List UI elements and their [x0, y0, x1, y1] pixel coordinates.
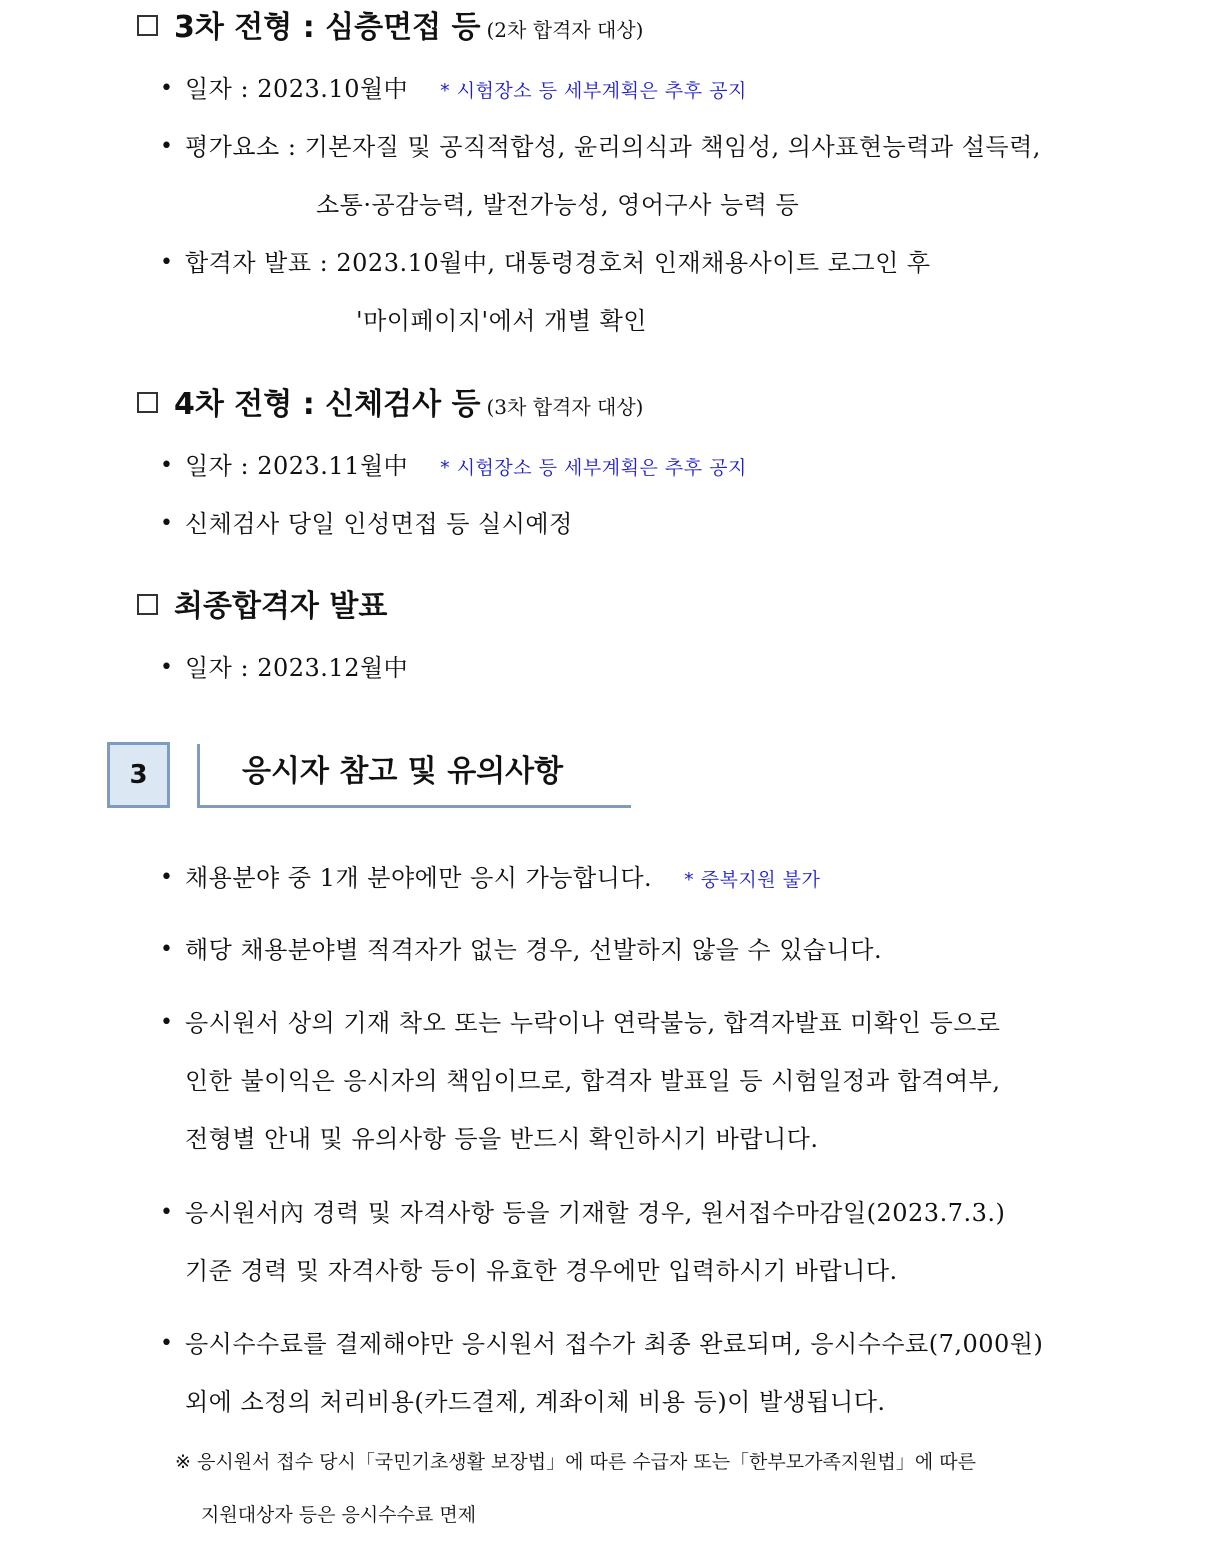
- list-item-stage4-physical: [160, 507, 573, 541]
- list-item-stage3-result: [160, 246, 931, 280]
- note-text: * 시험장소 등 세부계획은 추후 공지: [440, 80, 747, 102]
- item-text: 채용분야 중 1개 분야에만 응시 가능합니다.: [185, 864, 653, 892]
- item-text: 해당 채용분야별 적격자가 없는 경우, 선발하지 않을 수 있습니다.: [185, 936, 883, 964]
- section-subtitle: (3차 합격자 대상): [486, 395, 644, 419]
- item-continuation: 인한 불이익은 응시자의 책임이므로, 합격자 발표일 등 시험일정과 합격여부,: [185, 1067, 1001, 1095]
- item-text: 응시수수료를 결제해야만 응시원서 접수가 최종 완료되며, 응시수수료(7,000원): [185, 1330, 1044, 1358]
- checkbox-square-icon: [137, 15, 158, 36]
- section-heading-stage4: [137, 385, 643, 427]
- bullet-icon: •: [160, 1331, 174, 1356]
- item-continuation: 외에 소정의 처리비용(카드결제, 계좌이체 비용 등)이 발생됩니다.: [185, 1388, 886, 1416]
- bullet-icon: •: [160, 937, 174, 962]
- bullet-icon: •: [160, 76, 174, 101]
- part-number-badge: 3: [107, 742, 170, 808]
- note-text: * 시험장소 등 세부계획은 추후 공지: [440, 457, 747, 479]
- item-text: 합격자 발표 : 2023.10월中, 대통령경호처 인재채용사이트 로그인 후: [185, 249, 931, 277]
- list-item-note1: [160, 861, 821, 897]
- item-text: 일자 : 2023.12월中: [185, 654, 409, 682]
- bullet-icon: •: [160, 1200, 174, 1225]
- footnote-continuation: 지원대상자 등은 응시수수료 면제: [201, 1504, 477, 1526]
- item-text: 신체검사 당일 인성면접 등 실시예정: [185, 510, 573, 538]
- bullet-icon: •: [160, 865, 174, 890]
- checkbox-square-icon: [137, 594, 158, 615]
- item-text: 평가요소 : 기본자질 및 공직적합성, 윤리의식과 책임성, 의사표현능력과 설득력,: [185, 133, 1041, 161]
- item-continuation: 기준 경력 및 자격사항 등이 유효한 경우에만 입력하시기 바랍니다.: [185, 1257, 898, 1285]
- bullet-icon: •: [160, 453, 174, 478]
- bullet-icon: •: [160, 655, 174, 680]
- checkbox-square-icon: [137, 392, 158, 413]
- list-item-note5: [160, 1327, 1044, 1361]
- note-text: * 중복지원 불가: [684, 869, 821, 891]
- section-title: 최종합격자 발표: [174, 589, 388, 624]
- bullet-icon: •: [160, 134, 174, 159]
- section-heading-final: [137, 587, 387, 627]
- list-item-final-date: [160, 651, 409, 685]
- list-item-stage3-date: [160, 72, 747, 108]
- item-text: 응시원서 상의 기재 착오 또는 누락이나 연락불능, 합격자발표 미확인 등으로: [185, 1009, 1001, 1037]
- item-text: 일자 : 2023.11월中: [185, 452, 409, 480]
- section-heading-stage3: [137, 8, 643, 50]
- section-title: 3차 전형 : 심층면접 등: [174, 10, 481, 45]
- item-continuation: 전형별 안내 및 유의사항 등을 반드시 확인하시기 바랍니다.: [185, 1125, 819, 1153]
- list-item-note2: [160, 933, 883, 967]
- list-item-stage3-eval: [160, 130, 1041, 164]
- list-item-note3: [160, 1006, 1001, 1040]
- section-subtitle: (2차 합격자 대상): [486, 18, 644, 42]
- footnote: ※ 응시원서 접수 당시「국민기초생활 보장법」에 따른 수급자 또는「한부모가족지원법」에 따른: [175, 1451, 976, 1473]
- list-item-stage4-date: [160, 449, 747, 485]
- part-title: 응시자 참고 및 유의사항: [197, 744, 631, 808]
- section-title: 4차 전형 : 신체검사 등: [174, 387, 481, 422]
- bullet-icon: •: [160, 1010, 174, 1035]
- item-text: 응시원서內 경력 및 자격사항 등을 기재할 경우, 원서접수마감일(2023.7.3.): [185, 1199, 1006, 1227]
- bullet-icon: •: [160, 511, 174, 536]
- bullet-icon: •: [160, 250, 174, 275]
- item-text: 일자 : 2023.10월中: [185, 75, 409, 103]
- item-continuation: '마이페이지'에서 개별 확인: [356, 307, 647, 335]
- list-item-note4: [160, 1196, 1006, 1230]
- item-continuation: 소통·공감능력, 발전가능성, 영어구사 능력 등: [316, 191, 800, 219]
